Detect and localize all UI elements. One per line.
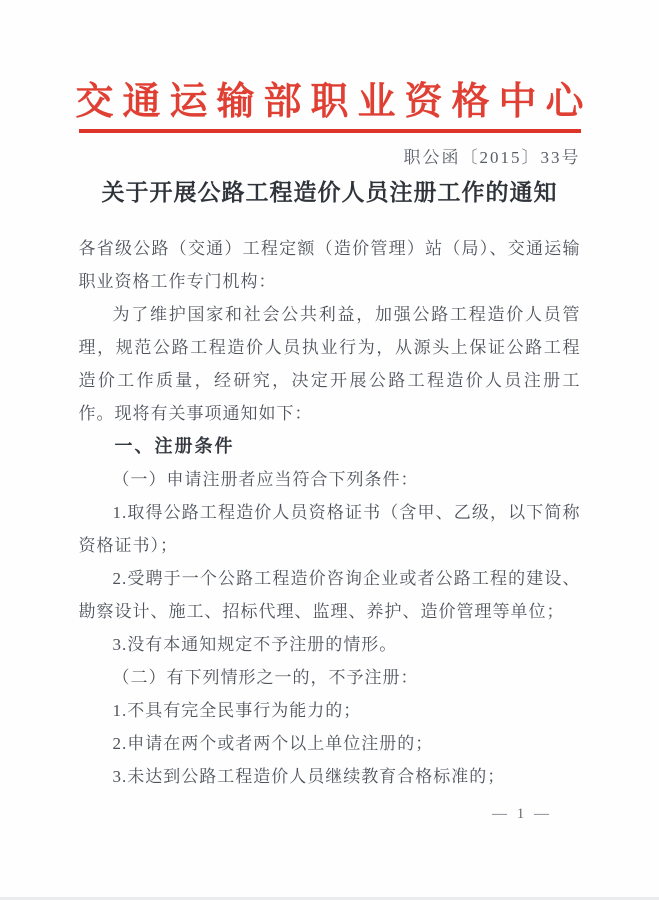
doc-title: 关于开展公路工程造价人员注册工作的通知 bbox=[101, 180, 558, 205]
org-name: 交通运输部职业资格中心 bbox=[75, 81, 593, 123]
list-item: 3.没有本通知规定不予注册的情形。 bbox=[112, 635, 398, 654]
list-item: （一）申请注册者应当符合下列条件： bbox=[112, 470, 419, 489]
list-item: 1.取得公路工程造价人员资格证书（含甲、乙级，以下简称资格证书）； bbox=[78, 503, 581, 555]
section-heading-registration-conditions: 一、注册条件 bbox=[114, 436, 235, 456]
list-item: （二）有下列情形之一的，不予注册： bbox=[112, 668, 419, 687]
letterhead bbox=[0, 0, 659, 133]
intro-paragraph: 为了维护国家和社会公共利益，加强公路工程造价人员管理，规范公路工程造价人员执业行为，从源头上保证公路工程造价工作质量，经研究，决定开展公路工程造价人员注册工作。现将有关事项通知如下： bbox=[78, 305, 581, 423]
recipient-line: 各省级公路（交通）工程定额（造价管理）站（局）、交通运输职业资格工作专门机构： bbox=[78, 239, 581, 291]
list-item: 1.不具有完全民事行为能力的； bbox=[112, 701, 362, 720]
list-item: 2.受聘于一个公路工程造价咨询企业或者公路工程的建设、勘察设计、施工、招标代理、监理、养护、造价管理等单位； bbox=[78, 569, 581, 621]
doc-number: 职公函〔2015〕33号 bbox=[403, 148, 581, 167]
letterhead-rule bbox=[79, 129, 581, 133]
doc-body bbox=[79, 232, 581, 793]
page-number: — 1 — bbox=[492, 806, 552, 822]
list-item: 3.未达到公路工程造价人员继续教育合格标准的； bbox=[112, 767, 506, 786]
list-item: 2.申请在两个或者两个以上单位注册的； bbox=[112, 734, 434, 753]
